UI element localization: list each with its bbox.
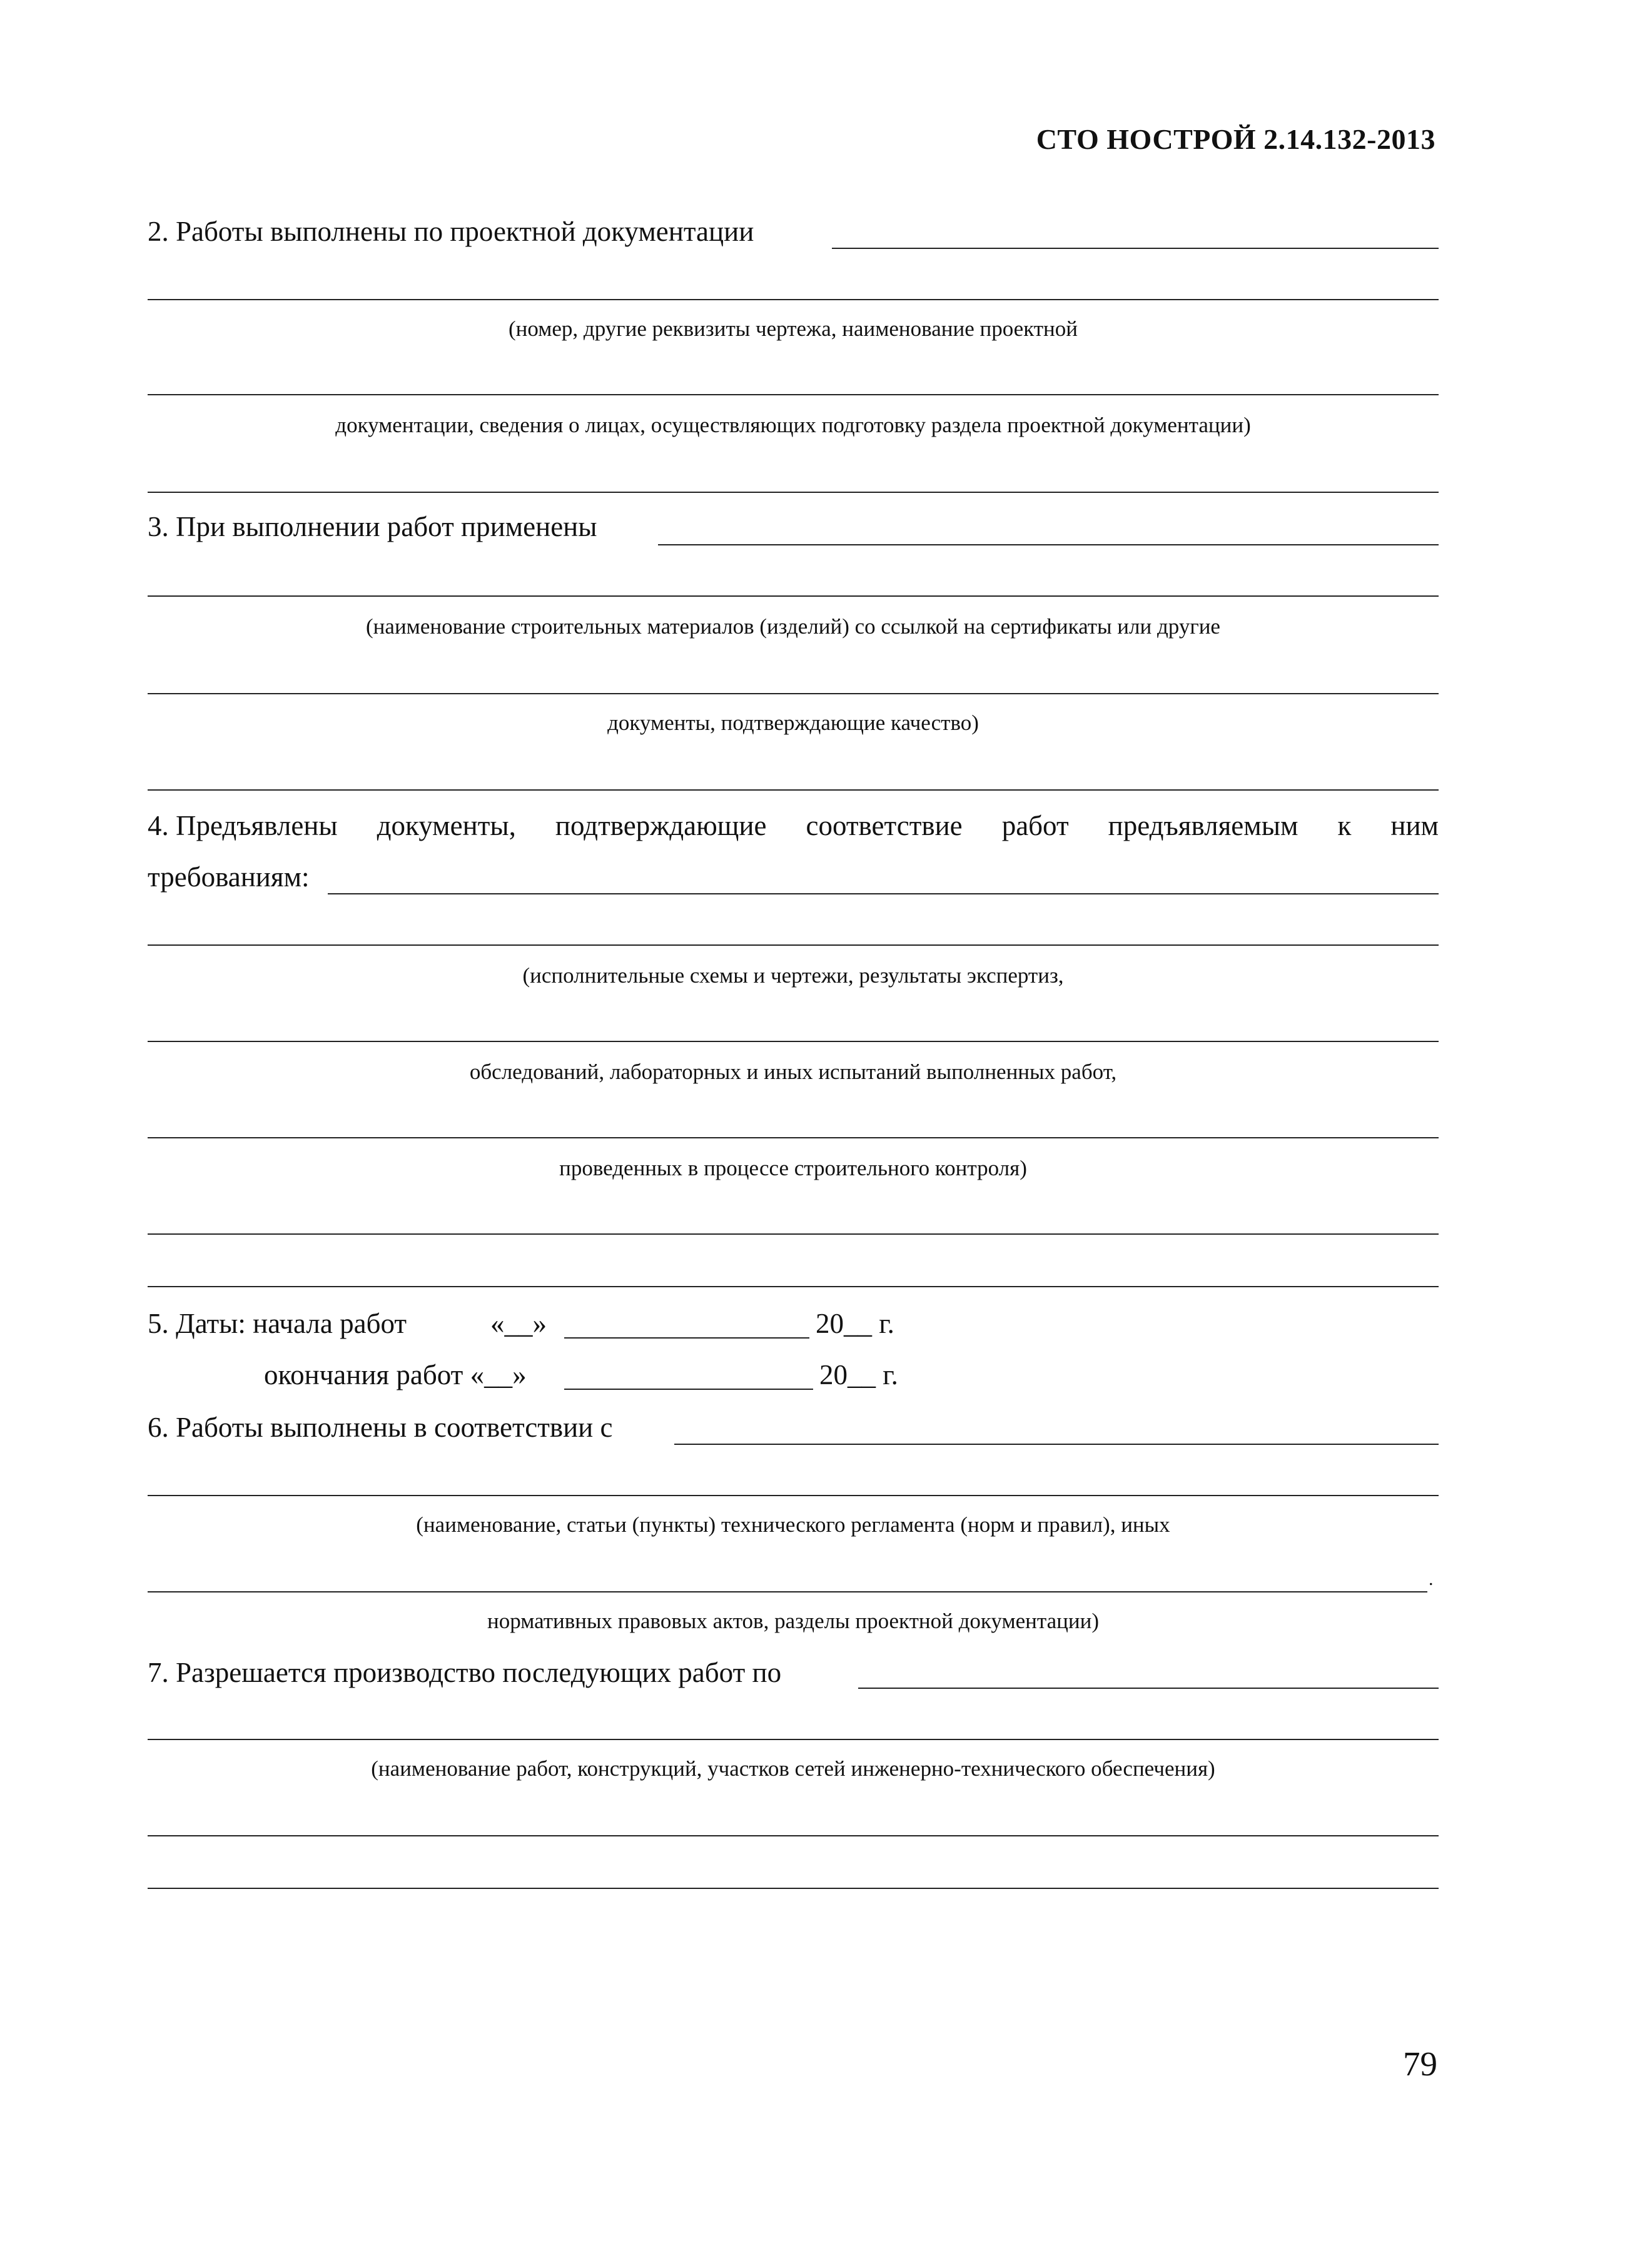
section-4-word: документы, (377, 810, 516, 841)
document-code-header: СТО НОСТРОЙ 2.14.132-2013 (1036, 123, 1435, 155)
section-3-line-3[interactable] (148, 693, 1439, 694)
end-date-label: окончания работ «__» (264, 1359, 527, 1390)
section-4-input-line[interactable] (328, 893, 1439, 894)
section-4-line-4[interactable] (148, 1137, 1439, 1138)
section-2-line-3[interactable] (148, 394, 1439, 395)
section-4-label-row (148, 812, 1439, 840)
section-2-label: 2. Работы выполнены по проектной документации (148, 216, 754, 247)
section-4-word: ним (1390, 810, 1439, 841)
section-7-line-4[interactable] (148, 1888, 1439, 1889)
section-7-caption-1: (наименование работ, конструкций, участков сетей инженерно-технического обеспечения) (371, 1756, 1215, 1781)
section-7-line-3[interactable] (148, 1835, 1439, 1836)
section-2-caption-2: документации, сведения о лицах, осуществляющих подготовку раздела проектной документации) (335, 413, 1251, 437)
start-day-field[interactable]: «__» (490, 1308, 547, 1339)
section-6-line-2[interactable] (148, 1495, 1439, 1496)
section-6-end-mark: . (1429, 1569, 1434, 1589)
start-year-field[interactable]: 20__ г. (816, 1308, 894, 1339)
section-3-input-line[interactable] (658, 544, 1439, 545)
section-3-line-2[interactable] (148, 595, 1439, 597)
section-4-word: подтверждающие (555, 810, 767, 841)
section-4-word: предъявляемым (1108, 810, 1298, 841)
section-3-caption-1: (наименование строительных материалов (изделий) со ссылкой на сертификаты или другие (366, 614, 1220, 639)
page-number: 79 (1403, 2045, 1437, 2083)
section-7-label: 7. Разрешается производство последующих работ по (148, 1657, 782, 1688)
section-2-input-line[interactable] (832, 248, 1439, 249)
section-4-word: работ (1001, 810, 1069, 841)
section-6-line-3[interactable] (148, 1591, 1427, 1592)
section-4-line-5[interactable] (148, 1233, 1439, 1235)
section-4-word: к (1337, 810, 1352, 841)
section-6-input-line[interactable] (674, 1444, 1439, 1445)
section-3-label: 3. При выполнении работ применены (148, 511, 597, 542)
start-month-field[interactable] (564, 1337, 809, 1339)
section-4-line-2[interactable] (148, 944, 1439, 946)
section-4-line-3[interactable] (148, 1041, 1439, 1042)
section-4-word: соответствие (806, 810, 963, 841)
section-3-line-4[interactable] (148, 789, 1439, 791)
section-2-caption-1: (номер, другие реквизиты чертежа, наименование проектной (509, 316, 1078, 341)
section-4-caption-3: проведенных в процессе строительного контроля) (559, 1156, 1027, 1180)
end-month-field[interactable] (564, 1389, 813, 1390)
section-4-word: 4. Предъявлены (148, 810, 338, 841)
section-5-label: 5. Даты: начала работ (148, 1308, 407, 1339)
section-4-caption-2: обследований, лабораторных и иных испытаний выполненных работ, (469, 1060, 1117, 1084)
section-2-line-2[interactable] (148, 299, 1439, 300)
section-2-line-4[interactable] (148, 492, 1439, 493)
section-3-caption-2: документы, подтверждающие качество) (607, 711, 979, 735)
section-7-line-2[interactable] (148, 1739, 1439, 1740)
section-6-label: 6. Работы выполнены в соответствии с (148, 1412, 613, 1443)
section-7-input-line[interactable] (858, 1688, 1439, 1689)
end-year-field[interactable]: 20__ г. (819, 1359, 898, 1390)
section-6-caption-2: нормативных правовых актов, разделы проектной документации) (487, 1609, 1099, 1633)
section-4-line-6[interactable] (148, 1286, 1439, 1287)
section-4-label-2: требованиям: (148, 861, 310, 893)
section-6-caption-1: (наименование, статьи (пункты) технического регламента (норм и правил), иных (416, 1512, 1170, 1537)
section-4-caption-1: (исполнительные схемы и чертежи, результаты экспертиз, (522, 963, 1064, 988)
